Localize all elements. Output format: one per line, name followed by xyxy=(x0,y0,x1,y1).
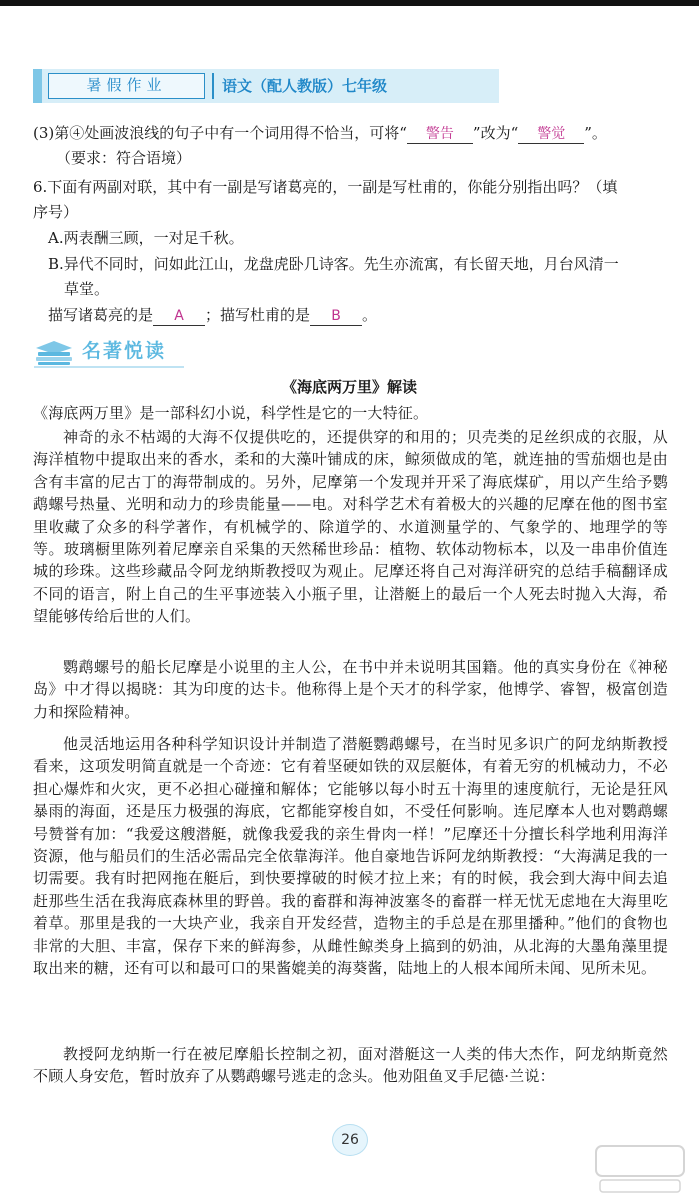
watermark-logo xyxy=(592,1140,692,1196)
article-title: 《海底两万里》解读 xyxy=(281,378,417,396)
top-edge-bar xyxy=(0,0,699,6)
q3-line2: （要求：符合语境） xyxy=(56,149,192,167)
q3-line1 xyxy=(33,122,607,144)
section-underline xyxy=(34,366,184,368)
q6-answer-pre: 描写诸葛亮的是 xyxy=(48,306,154,324)
book-stack-icon xyxy=(34,338,74,366)
page-number: 26 xyxy=(332,1124,368,1156)
article-paragraph-2: 神奇的永不枯竭的大海不仅提供吃的，还提供穿的和用的；贝壳类的足丝织成的衣服，从海洋植物中提取出来的香水，柔和的大藻叶铺成的床，鲸须做成的笔，就连抽的雪茄烟也是由含有丰富的尼古丁的海带制成的。另外，尼摩第一个发现并开采了海底煤矿，用以产生给予鹦鹉螺号热量、光明和动力的珍贵能量——电。对科学艺术有着极大的兴趣的尼摩在他的图书室里收藏了众多的科学著作，有机械学的、除道学的、水道测量学的、气象学的、地理学的等等。玻璃橱里陈列着尼摩亲自采集的天然稀世珍品：植物、软体动物标本，以及一串串价值连城的珍珠。这些珍藏品令阿龙纳斯教授叹为观止。尼摩还将自己对海洋研究的总结手稿翻译成不同的语言，附上自己的生平事迹装入小瓶子里，让潜艇上的最后一个人死去时抛入大海，希望能够传给后世的人们。 xyxy=(33,428,668,626)
q3-text-pre: (3)第④处画波浪线的句子中有一个词用得不恰当，可将“ xyxy=(33,124,407,142)
q6-line1: 6.下面有两副对联，其中有一副是写诸葛亮的，一副是写杜甫的，你能分别指出吗？（填 xyxy=(33,178,618,196)
q6-answer-end: 。 xyxy=(362,306,378,324)
header-divider xyxy=(212,73,214,99)
article-paragraph-4: 他灵活地运用各种科学知识设计并制造了潜艇鹦鹉螺号，在当时见多识广的阿龙纳斯教授看来，这项发明简直就是一个奇迹：它有着坚硬如铁的双层艇体，有着无穷的机械动力，不必担心爆炸和火灾，更不必担心碰撞和解体；它能够以每小时五十海里的速度航行，无论是狂风暴雨的海面，还是压力极强的海底，它都能穿梭自如，不受任何影响。连尼摩本人也对鹦鹉螺号赞誉有加：“我爱这艘潜艇，就像我爱我的亲生骨肉一样！”尼摩还十分擅长科学地利用海洋资源，他与船员们的生活必需品完全依靠海洋。他自豪地告诉阿龙纳斯教授：“大海满足我的一切需要。我有时把网拖在艇后，到快要撑破的时候才拉上来；有的时候，我会到大海中间去追赶那些生活在我海底森林里的野兽。我的畜群和海神波塞冬的畜群一样无忧无虑地在大海里吃着草。那里是我的一大块产业，我亲自开发经营，造物主的手总是在那里播种。”他们的食物也非常的大胆、丰富，保存下来的鲜海参，从雌性鲸类身上搞到的奶油，从北海的大墨角藻里提取出来的糖，还有可以和最可口的果酱媲美的海葵酱，陆地上的人根本闻所未闻、见所未见。 xyxy=(33,735,668,978)
q3-text-mid: ”改为“ xyxy=(472,124,519,142)
article-paragraph-3: 鹦鹉螺号的船长尼摩是小说里的主人公，在书中并未说明其国籍。他的真实身份在《神秘岛》中才得以揭晓：其为印度的达卡。他称得上是个天才的科学家，他博学、睿智，极富创造力和探险精神。 xyxy=(33,658,668,721)
q3-answer-blank-2: 警觉 xyxy=(518,125,584,144)
q6-answer-line xyxy=(48,304,377,326)
q6-option-b-line2: 草堂。 xyxy=(64,280,110,298)
q6-answer-blank-2: B xyxy=(310,307,362,326)
q6-answer-mid: ；描写杜甫的是 xyxy=(205,306,311,324)
q6-line2: 序号） xyxy=(33,203,79,221)
grade-label: 语文（配人教版）七年级 xyxy=(222,77,388,95)
q3-answer-blank-1: 警告 xyxy=(407,125,473,144)
q6-option-b-line1: B.异代不同时，问如此江山，龙盘虎卧几诗客。先生亦流寓，有长留天地，月台风清一 xyxy=(48,255,619,273)
article-paragraph-5: 教授阿龙纳斯一行在被尼摩船长控制之初，面对潜艇这一人类的伟大杰作，阿龙纳斯竟然不顾人身安危，暂时放弃了从鹦鹉螺号逃走的念头。他劝阻鱼叉手尼德·兰说： xyxy=(33,1045,668,1086)
series-label: 暑假作业 xyxy=(48,73,205,99)
q6-answer-blank-1: A xyxy=(153,307,205,326)
header-banner xyxy=(33,69,499,103)
section-title: 名著悦读 xyxy=(82,340,167,362)
q3-text-end: ”。 xyxy=(584,124,607,142)
q6-option-a: A.两表酬三顾，一对足千秋。 xyxy=(48,229,244,247)
article-paragraph-1: 《海底两万里》是一部科幻小说，科学性是它的一大特征。 xyxy=(33,404,429,422)
